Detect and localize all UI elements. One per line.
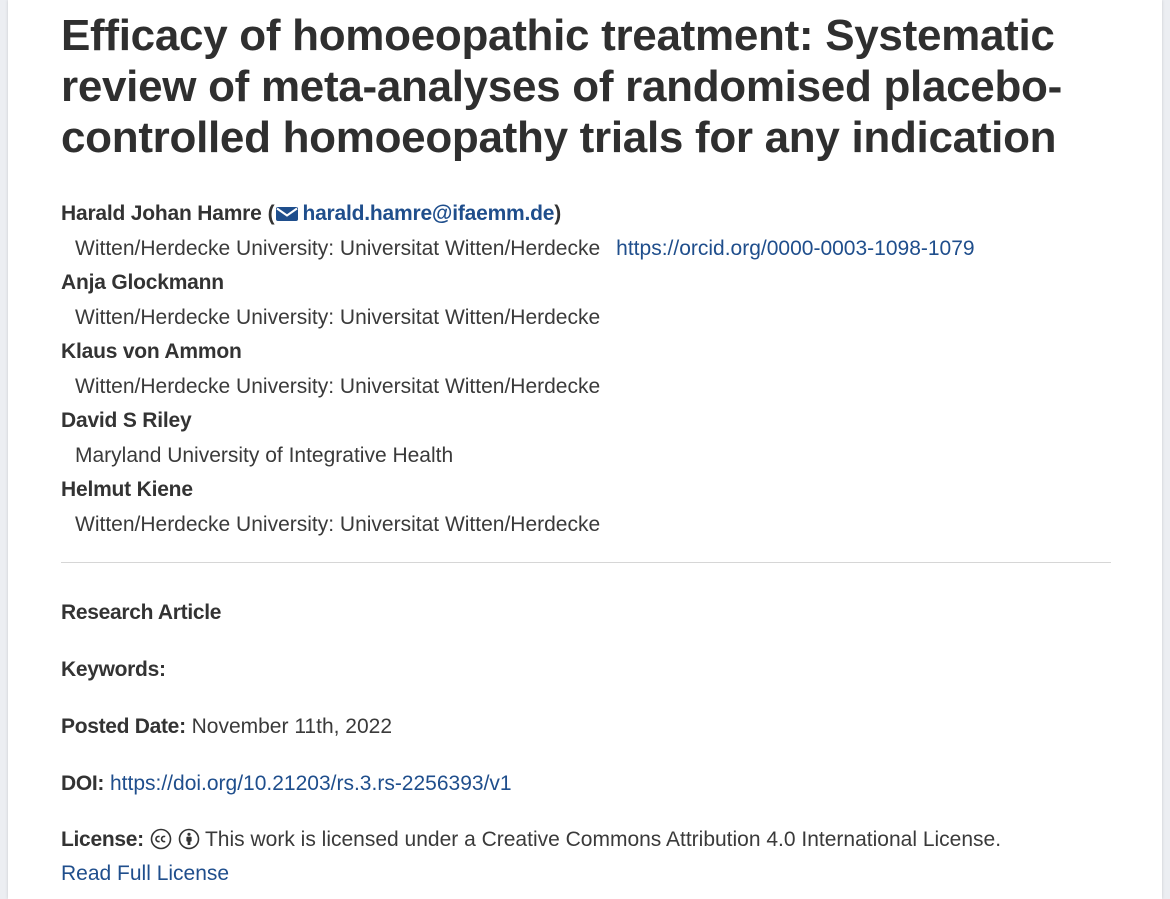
author-name-2: Anja Glockmann bbox=[61, 271, 224, 294]
attribution-icon bbox=[178, 828, 200, 850]
article-metadata bbox=[61, 595, 1111, 891]
author-list bbox=[61, 197, 1111, 542]
doi-link[interactable]: https://doi.org/10.21203/rs.3.rs-2256393/v1 bbox=[109, 772, 512, 795]
author-affiliation-1 bbox=[75, 231, 1111, 266]
affiliation-text: Witten/Herdecke University: Universitat Witten/Herdecke bbox=[75, 237, 601, 260]
license-row bbox=[61, 823, 1111, 891]
orcid-link[interactable]: https://orcid.org/0000-0003-1098-1079 bbox=[616, 237, 975, 260]
doi-label: DOI: bbox=[61, 772, 105, 795]
author-name-5: Helmut Kiene bbox=[61, 478, 193, 501]
keywords-row bbox=[61, 652, 1111, 709]
creative-commons-icon bbox=[150, 828, 172, 850]
author-name-4: David S Riley bbox=[61, 409, 192, 432]
article-type: Research Article bbox=[61, 601, 222, 624]
document-content bbox=[61, 10, 1111, 891]
license-label: License: bbox=[61, 828, 144, 851]
paren-open: ( bbox=[267, 202, 275, 225]
read-full-license-link[interactable]: Read Full License bbox=[61, 862, 230, 885]
posted-date-label: Posted Date: bbox=[61, 715, 186, 738]
posted-date-row bbox=[61, 709, 1111, 766]
author-email-link[interactable]: harald.hamre@ifaemm.de bbox=[302, 202, 555, 225]
article-type-row bbox=[61, 595, 1111, 652]
posted-date-value: November 11th, 2022 bbox=[191, 715, 393, 738]
author-affiliation-5: Witten/Herdecke University: Universitat Witten/Herdecke bbox=[75, 513, 601, 536]
author-affiliation-3: Witten/Herdecke University: Universitat Witten/Herdecke bbox=[75, 375, 601, 398]
author-name-3: Klaus von Ammon bbox=[61, 340, 242, 363]
document-page bbox=[8, 0, 1162, 899]
author-affiliation-4: Maryland University of Integrative Health bbox=[75, 444, 454, 467]
author-affiliation-2: Witten/Herdecke University: Universitat Witten/Herdecke bbox=[75, 306, 601, 329]
paren-close: ) bbox=[554, 202, 562, 225]
license-text: This work is licensed under a Creative Commons Attribution 4.0 International License. bbox=[204, 828, 1002, 851]
doi-row bbox=[61, 766, 1111, 823]
section-divider bbox=[61, 562, 1111, 563]
author-name-1 bbox=[61, 197, 1111, 231]
author-name-text: Harald Johan Hamre bbox=[61, 202, 262, 225]
keywords-label: Keywords: bbox=[61, 658, 166, 681]
envelope-icon bbox=[276, 207, 298, 221]
paper-title: Efficacy of homoeopathic treatment: Systematic review of meta-analyses of randomised placebo-controlled homoeopathy trials for any indication bbox=[61, 11, 1062, 162]
